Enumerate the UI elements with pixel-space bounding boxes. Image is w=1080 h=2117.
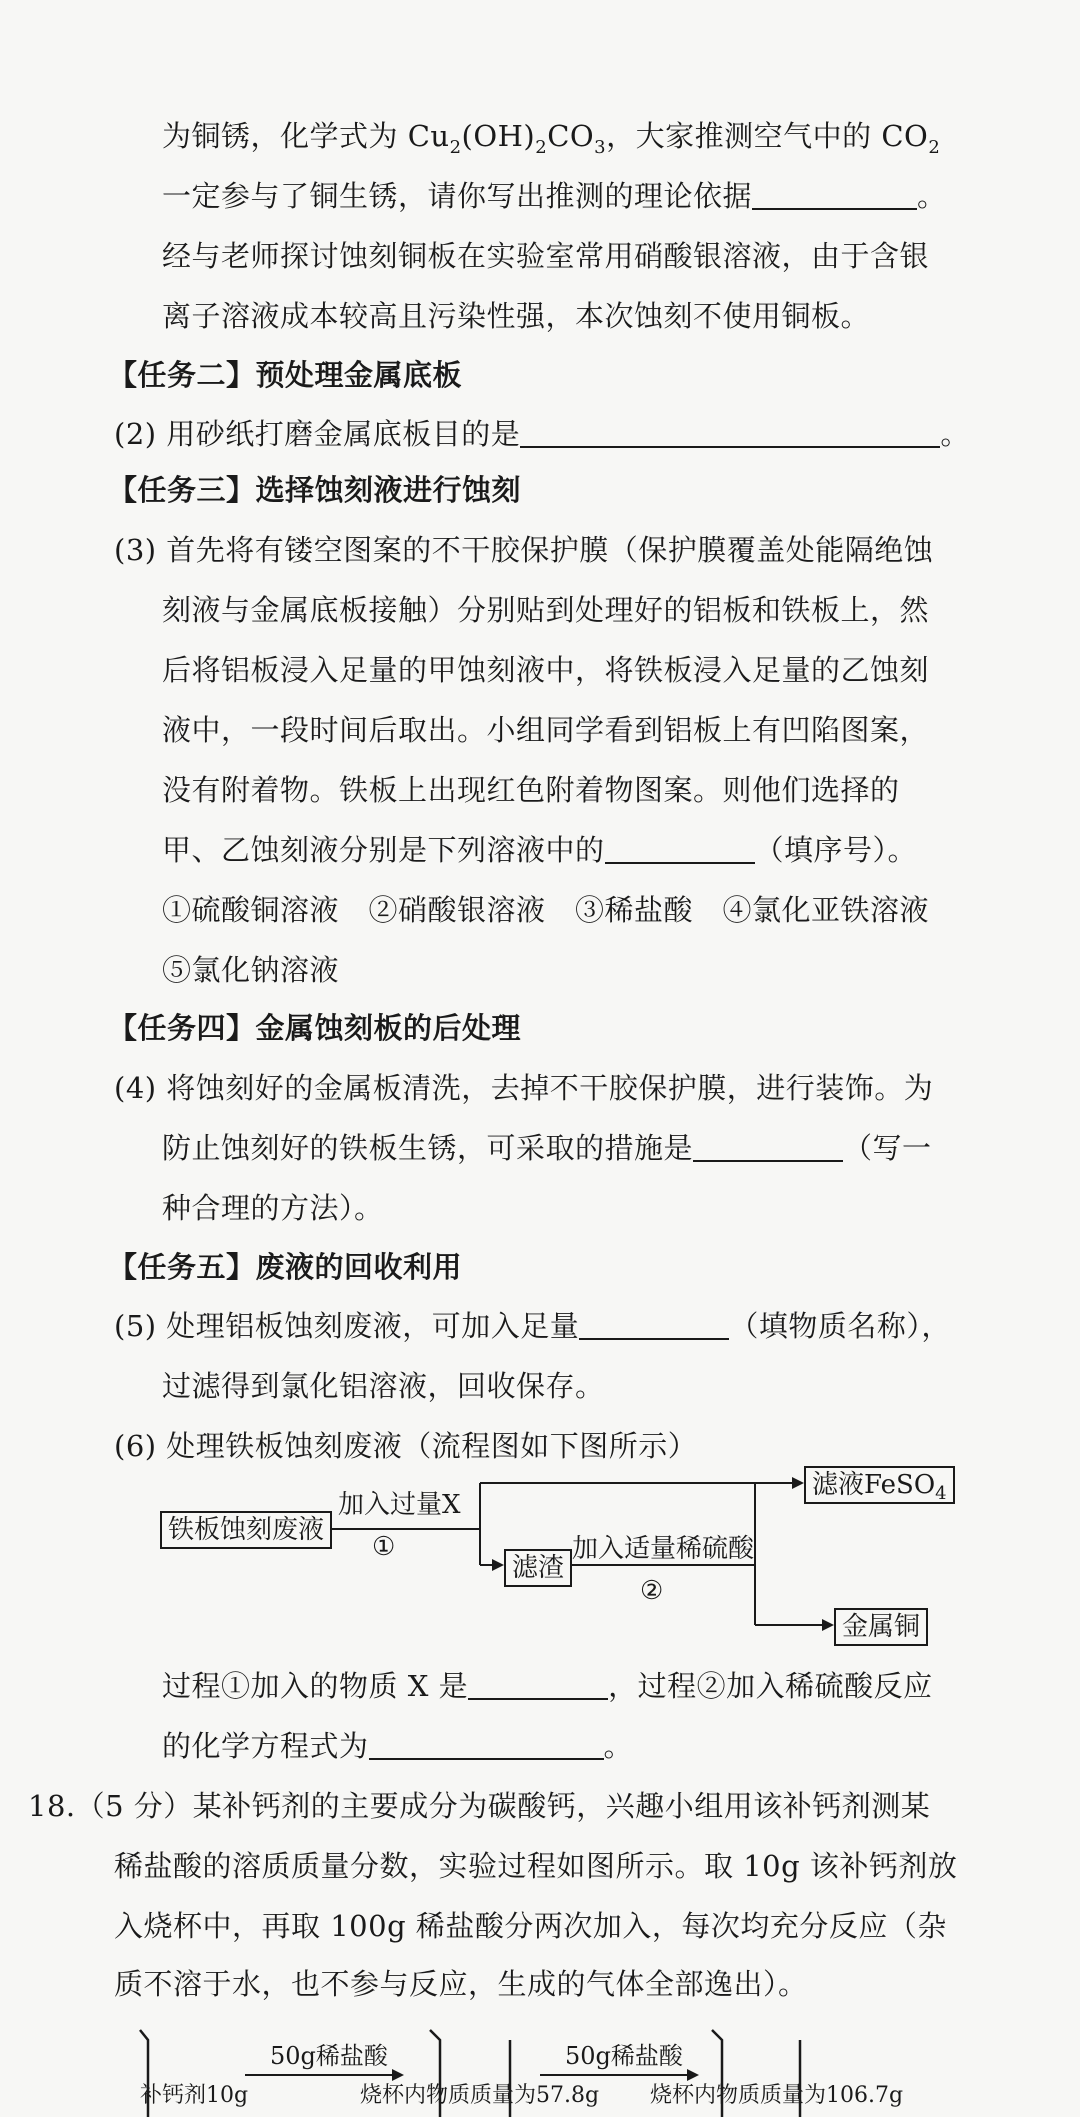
q18-line-4: 质不溶于水，也不参与反应，生成的气体全部逸出）。 (114, 1967, 808, 2001)
task3-line-2: 刻液与金属底板接触）分别贴到处理好的铝板和铁板上，然 (162, 593, 930, 627)
task5-q6: (6) 处理铁板蚀刻废液（流程图如下图所示） (114, 1429, 698, 1463)
q18-line-1: 18.（5 分）某补钙剂的主要成分为碳酸钙，兴趣小组用该补钙剂测某 (28, 1789, 931, 1823)
q18-line-2: 稀盐酸的溶质质量分数，实验过程如图所示。取 10g 该补钙剂放 (114, 1849, 958, 1883)
task3-options-1: ①硫酸铜溶液 ②硝酸银溶液 ③稀盐酸 ④氯化亚铁溶液 (162, 893, 930, 927)
task2-heading: 【任务二】预处理金属底板 (108, 358, 463, 392)
task3-options-2: ⑤氯化钠溶液 (162, 953, 340, 987)
beaker-1-label: 补钙剂10g (140, 2083, 249, 2108)
task2-question: (2) 用砂纸打磨金属底板目的是 。 (114, 417, 970, 451)
task3-line-5: 没有附着物。铁板上出现红色附着物图案。则他们选择的 (162, 773, 900, 807)
flow-box-waste-liquid: 铁板蚀刻废液 (160, 1511, 332, 1549)
task4-line-2: 防止蚀刻好的铁板生锈，可采取的措施是 （写一 (162, 1131, 932, 1165)
task4-heading: 【任务四】金属蚀刻板的后处理 (108, 1011, 522, 1045)
intro-line-1: 为铜锈，化学式为 $Cu_2(OH)_2CO_3$，大家推测空气中的 $CO_2$ (162, 119, 941, 158)
flow-step2-label: 加入适量稀硫酸 (572, 1534, 755, 1564)
intro-line-4: 离子溶液成本较高且污染性强，本次蚀刻不使用铜板。 (162, 299, 871, 333)
flow-step1-label: 加入过量X (338, 1490, 461, 1520)
task5-heading: 【任务五】废液的回收利用 (108, 1250, 463, 1284)
task5-q5-line-2: 过滤得到氯化铝溶液，回收保存。 (162, 1369, 605, 1403)
beaker-add-acid-1: 50g稀盐酸 (270, 2042, 388, 2070)
task3-line-6: 甲、乙蚀刻液分别是下列溶液中的 （填序号）。 (162, 833, 918, 867)
page-footer (940, 2000, 967, 2001)
task3-line-4: 液中，一段时间后取出。小组同学看到铝板上有凹陷图案， (162, 713, 930, 747)
flow-box-residue: 滤渣 (504, 1549, 572, 1587)
after-flow-line-1: 过程①加入的物质 X 是 ，过程②加入稀硫酸反应 (162, 1669, 933, 1703)
task3-heading: 【任务三】选择蚀刻液进行蚀刻 (108, 473, 522, 507)
flow-box-filtrate: 滤液FeSO$_4$ (804, 1466, 955, 1504)
flow-box-copper: 金属铜 (834, 1608, 928, 1646)
after-flow-line-2: 的化学方程式为 。 (162, 1729, 634, 1763)
q18-line-3: 入烧杯中，再取 100g 稀盐酸分两次加入，每次均充分反应（杂 (114, 1909, 947, 1943)
flow-step1-number: ① (372, 1532, 396, 1562)
beaker-3-label: 烧杯内物质质量为106.7g (650, 2083, 904, 2108)
intro-line-3: 经与老师探讨蚀刻铜板在实验室常用硝酸银溶液，由于含银 (162, 239, 930, 273)
task3-line-3: 后将铝板浸入足量的甲蚀刻液中，将铁板浸入足量的乙蚀刻 (162, 653, 930, 687)
intro-line-2: 一定参与了铜生锈，请你写出推测的理论依据 。 (162, 179, 947, 213)
beaker-2-label: 烧杯内物质质量为57.8g (360, 2083, 600, 2108)
beaker-add-acid-2: 50g稀盐酸 (565, 2042, 683, 2070)
task5-q5-line-1: (5) 处理铝板蚀刻废液，可加入足量 （填物质名称）， (114, 1309, 951, 1343)
task4-line-3: 种合理的方法）。 (162, 1191, 384, 1225)
task4-line-1: (4) 将蚀刻好的金属板清洗，去掉不干胶保护膜，进行装饰。为 (114, 1071, 934, 1105)
flow-step2-number: ② (640, 1576, 664, 1606)
task3-line-1: (3) 首先将有镂空图案的不干胶保护膜（保护膜覆盖处能隔绝蚀 (114, 533, 934, 567)
